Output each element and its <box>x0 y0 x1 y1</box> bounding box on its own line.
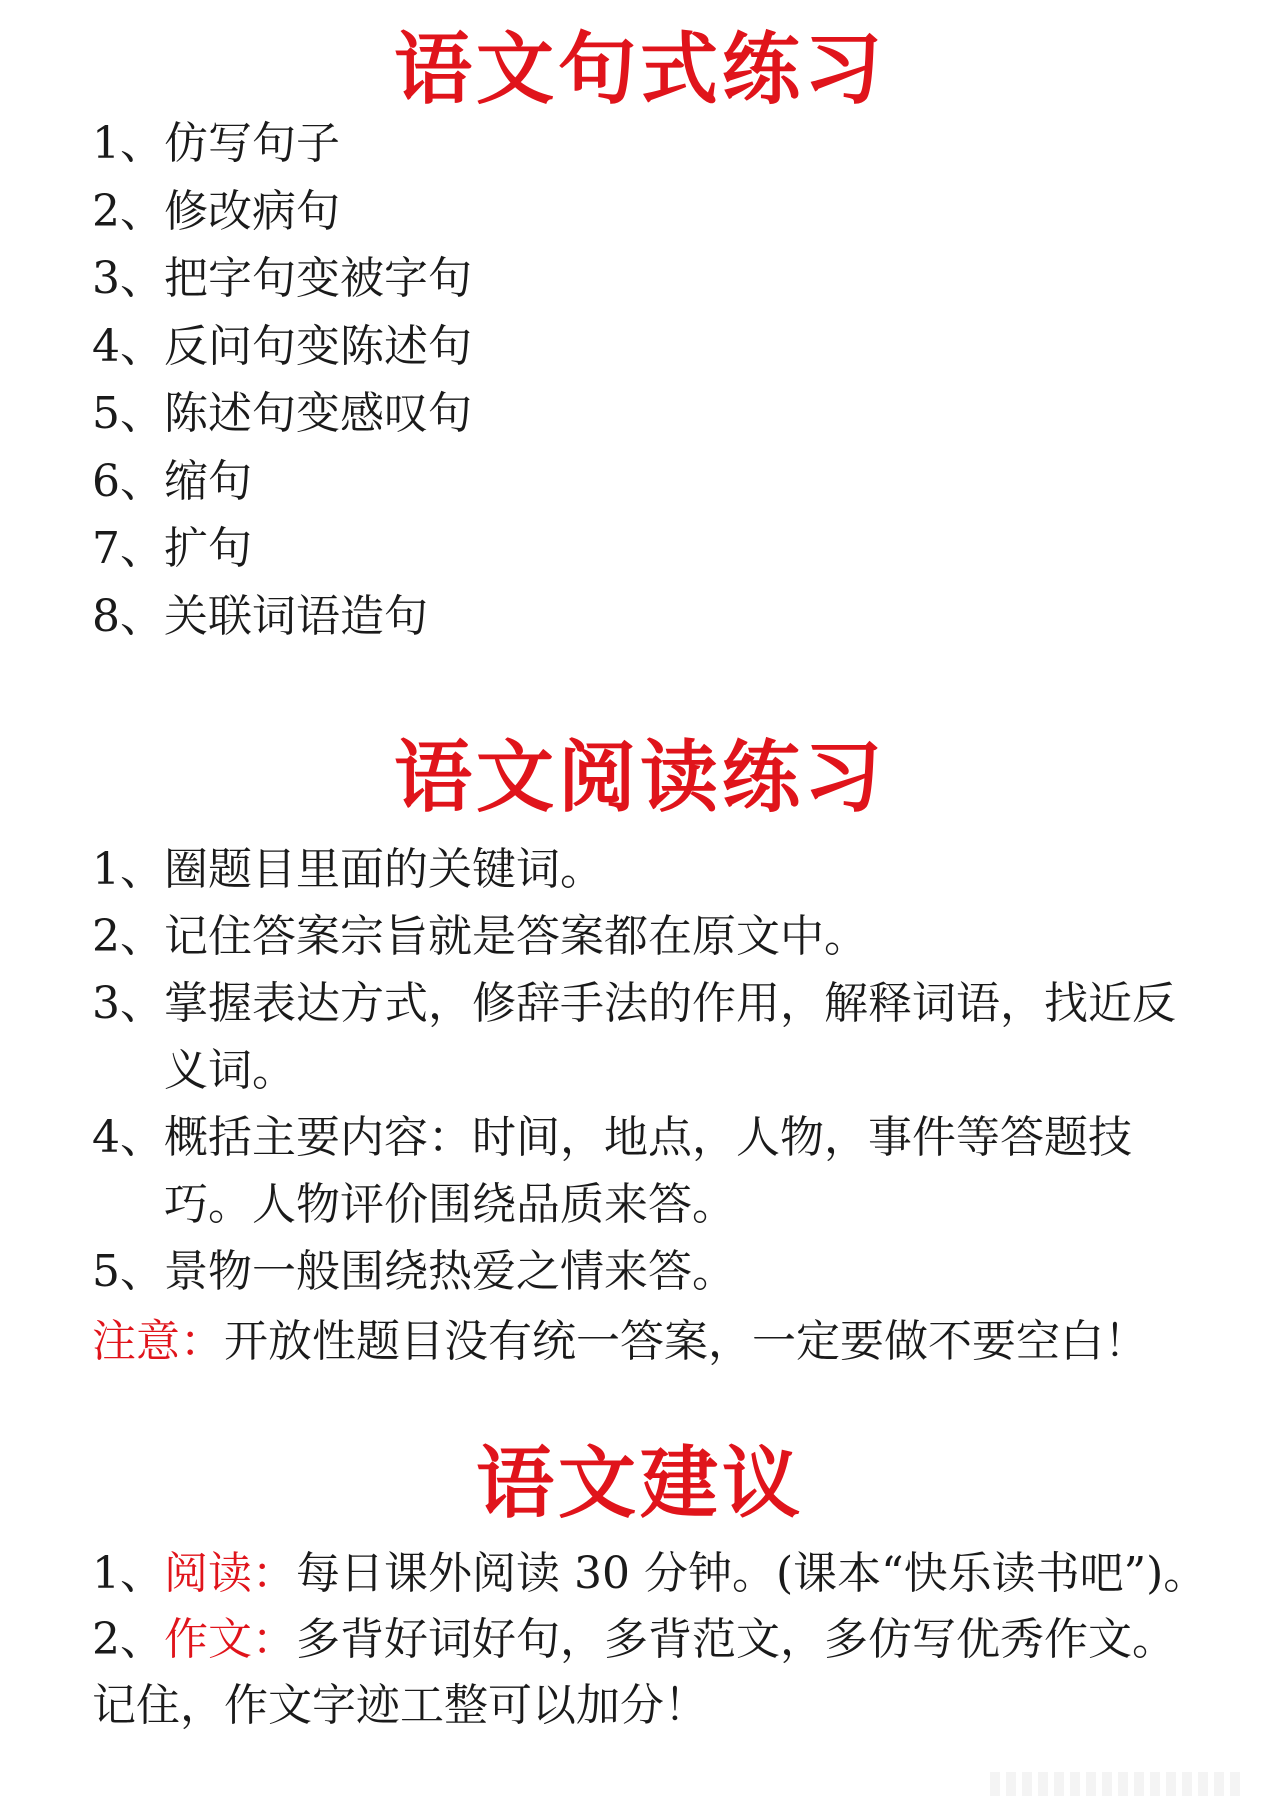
list-item <box>92 313 472 381</box>
advice-label: 作文： <box>164 1614 296 1665</box>
list-item <box>92 515 472 583</box>
item-number: 8、 <box>92 590 164 642</box>
section-title-advice: 语文建议 <box>475 1438 804 1529</box>
item-text: 仿写句子 <box>164 118 340 169</box>
note-text: 开放性题目没有统一答案，一定要做不要空白！ <box>224 1316 1148 1367</box>
item-number: 5、 <box>92 1246 164 1297</box>
item-number: 1、 <box>92 118 164 169</box>
item-number: 2、 <box>92 1614 164 1665</box>
advice-item <box>92 1606 1176 1673</box>
item-number: 3、 <box>92 978 164 1029</box>
item-text: 概括主要内容：时间，地点，人物，事件等答题技巧。人物评价围绕品质来答。 <box>164 1112 1132 1230</box>
list-item <box>92 836 1202 903</box>
item-number: 6、 <box>92 455 164 507</box>
item-text: 扩句 <box>164 523 252 574</box>
item-text: 记住答案宗旨就是答案都在原文中。 <box>164 911 868 962</box>
item-number: 7、 <box>92 523 164 574</box>
item-number: 4、 <box>92 320 164 372</box>
item-text: 缩句 <box>164 455 252 507</box>
item-text: 圈题目里面的关键词。 <box>164 844 604 895</box>
item-number: 5、 <box>92 388 164 439</box>
list-item <box>92 1104 1202 1238</box>
item-text: 陈述句变感叹句 <box>164 388 472 439</box>
image-edge-artifact <box>990 1772 1240 1796</box>
item-number: 3、 <box>92 253 164 304</box>
item-text: 关联词语造句 <box>164 590 428 642</box>
list-item <box>92 970 1202 1104</box>
list-item <box>92 380 472 448</box>
advice-label: 阅读： <box>164 1548 296 1599</box>
item-number: 4、 <box>92 1112 164 1163</box>
note-line <box>92 1308 1148 1375</box>
reading-practice-list <box>92 836 1202 1305</box>
item-text: 修改病句 <box>164 185 340 237</box>
section-title-reading-practice: 语文阅读练习 <box>393 732 886 823</box>
item-number: 1、 <box>92 844 164 895</box>
advice-item <box>92 1540 1207 1607</box>
list-item <box>92 178 472 246</box>
item-text: 景物一般围绕热爱之情来答。 <box>164 1246 736 1297</box>
note-label: 注意： <box>92 1316 224 1367</box>
list-item <box>92 583 472 651</box>
list-item <box>92 448 472 516</box>
item-text: 每日课外阅读 30 分钟。(课本“快乐读书吧”)。 <box>296 1548 1208 1599</box>
item-text: 反问句变陈述句 <box>164 320 472 372</box>
item-number: 2、 <box>92 185 164 237</box>
section-title-sentence-practice: 语文句式练习 <box>393 24 886 115</box>
item-text: 掌握表达方式，修辞手法的作用，解释词语，找近反义词。 <box>164 978 1176 1096</box>
list-item <box>92 1238 1202 1305</box>
item-text: 把字句变被字句 <box>164 253 472 304</box>
item-text: 多背好词好句，多背范文，多仿写优秀作文。 <box>296 1614 1176 1665</box>
item-number: 1、 <box>92 1548 164 1599</box>
sentence-practice-list <box>92 110 472 650</box>
list-item <box>92 903 1202 970</box>
item-number: 2、 <box>92 911 164 962</box>
list-item <box>92 110 472 178</box>
list-item <box>92 245 472 313</box>
advice-footer: 记住，作文字迹工整可以加分！ <box>92 1680 708 1731</box>
